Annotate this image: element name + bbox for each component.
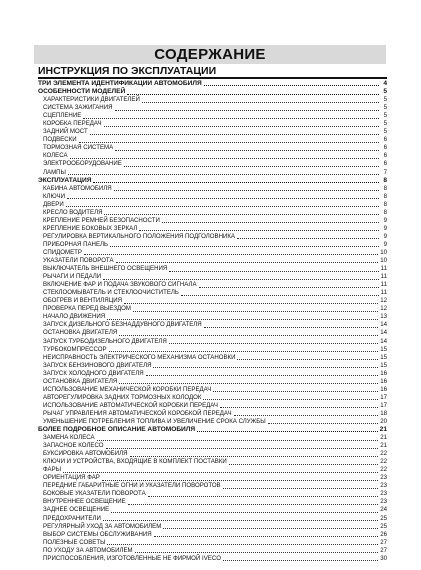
- toc-entry-label: ПРИБОРНАЯ ПАНЕЛЬ: [43, 240, 109, 248]
- toc-entry[interactable]: [38, 96, 387, 104]
- toc-entry-page-number: 11: [380, 273, 387, 281]
- toc-entry-page-number: 5: [383, 96, 387, 104]
- dot-leader: [103, 520, 378, 521]
- toc-entry-page-number: 15: [380, 353, 387, 361]
- toc-entry[interactable]: [38, 362, 387, 370]
- toc-entry-label: СИСТЕМА ЗАЖИГАНИЯ: [43, 104, 113, 112]
- toc-entry-label: ПРЕДОХРАНИТЕЛИ: [43, 514, 101, 522]
- toc-entry-page-number: 9: [383, 216, 387, 224]
- toc-entry[interactable]: [38, 144, 387, 152]
- toc-entry-label: НАЧАЛО ДВИЖЕНИЯ: [43, 313, 106, 321]
- toc-entry-page-number: 16: [380, 377, 387, 385]
- toc-entry[interactable]: [38, 152, 387, 160]
- toc-entry-page-number: 6: [383, 152, 387, 160]
- toc-entry[interactable]: [38, 217, 387, 225]
- toc-entry-label: КЛЮЧИ И УСТРОЙСТВА, ВХОДЯЩИЕ В КОМПЛЕКТ ПОСТАВКИ: [43, 458, 227, 466]
- toc-entry-label: БОЛЕЕ ПОДРОБНОЕ ОПИСАНИЕ АВТОМОБИЛЯ: [38, 426, 196, 434]
- toc-entry[interactable]: [38, 104, 387, 112]
- toc-entry-page-number: 23: [380, 490, 387, 498]
- toc-entry[interactable]: [38, 418, 387, 426]
- toc-entry[interactable]: [38, 185, 387, 193]
- dot-leader: [66, 206, 379, 207]
- toc-entry-page-number: 12: [380, 297, 387, 305]
- toc-entry-page-number: 25: [380, 514, 387, 522]
- toc-entry[interactable]: [38, 482, 387, 490]
- toc-entry-label: ПЕРЕДНИЕ ГАБАРИТНЫЕ ОГНИ И УКАЗАТЕЛИ ПОВОРОТОВ: [43, 482, 221, 490]
- toc-entry[interactable]: [38, 329, 387, 337]
- dot-leader: [119, 335, 378, 336]
- dot-leader: [111, 512, 378, 513]
- toc-entry-label: ТУРБОКОМПРЕССОР: [43, 345, 107, 353]
- toc-entry-page-number: 13: [380, 313, 387, 321]
- toc-entry-page-number: 14: [380, 329, 387, 337]
- dot-leader: [237, 359, 378, 360]
- toc-entry-label: ТРИ ЭЛЕМЕНТА ИДЕНТИФИКАЦИИ АВТОМОБИЛЯ: [38, 80, 202, 87]
- toc-entry-label: ВНУТРЕННЕЕ ОСВЕЩЕНИЕ: [43, 498, 126, 506]
- toc-entry[interactable]: [38, 555, 387, 563]
- dot-leader: [67, 198, 379, 199]
- toc-entry-page-number: 6: [383, 144, 387, 152]
- toc-entry-label: РЫЧАГИ И ПЕДАЛИ: [43, 273, 102, 281]
- toc-section-entry[interactable]: [38, 426, 387, 434]
- toc-entry-label: СЦЕПЛЕНИЕ: [43, 112, 82, 120]
- toc-entry[interactable]: [38, 233, 387, 241]
- toc-entry-page-number: 8: [383, 192, 387, 200]
- dot-leader: [63, 472, 378, 473]
- toc-entry-page-number: 21: [380, 434, 387, 442]
- toc-entry-label: КАБИНА АВТОМОБИЛЯ: [43, 184, 112, 192]
- toc-entry-label: ОСТАНОВКА ДВИГАТЕЛЯ: [43, 329, 118, 337]
- toc-entry[interactable]: [38, 354, 387, 362]
- toc-entry-label: ЗАМЕНА КОЛЕСА: [43, 434, 95, 442]
- dot-leader: [110, 246, 379, 247]
- dot-leader: [237, 238, 379, 239]
- toc-entry-label: УМЕНЬШЕНИЕ ПОТРЕБЛЕНИЯ ТОПЛИВА И УВЕЛИЧЕНИЕ СРОКА СЛУЖБЫ: [43, 417, 266, 425]
- dot-leader: [169, 343, 378, 344]
- toc-entry-page-number: 15: [380, 345, 387, 353]
- toc-entry-page-number: 17: [380, 393, 387, 401]
- dot-leader: [97, 440, 379, 441]
- dot-leader: [223, 488, 379, 489]
- toc-entry-label: ВЫКЛЮЧАТЕЛЬ ВНЕШНЕГО ОСВЕЩЕНИЯ: [43, 265, 168, 273]
- toc-entry[interactable]: [38, 321, 387, 329]
- toc-entry-page-number: 8: [383, 176, 387, 184]
- toc-entry-page-number: 4: [383, 80, 387, 87]
- toc-entry-page-number: 10: [380, 248, 387, 256]
- toc-entry-page-number: 5: [383, 128, 387, 136]
- dot-leader: [109, 351, 379, 352]
- dot-leader: [204, 327, 379, 328]
- toc-entry-page-number: 5: [383, 88, 387, 96]
- toc-entry-label: ОСТАНОВКА ДВИГАТЕЛЯ: [43, 377, 118, 385]
- toc-entry-page-number: 30: [380, 554, 387, 562]
- toc-entry[interactable]: [38, 209, 387, 217]
- dot-leader: [169, 271, 378, 272]
- dot-leader: [90, 134, 379, 135]
- dot-leader: [102, 480, 378, 481]
- toc-entry[interactable]: [38, 346, 387, 354]
- toc-entry-page-number: 18: [380, 409, 387, 417]
- toc-entry[interactable]: [38, 490, 387, 498]
- toc-entry[interactable]: [38, 450, 387, 458]
- toc-entry-label: АВТОРЕГУЛИРОВКА ЗАДНИХ ТОРМОЗНЫХ КОЛОДОК: [43, 393, 202, 401]
- toc-entry-page-number: 23: [380, 474, 387, 482]
- dot-leader: [204, 85, 379, 86]
- toc-entry-label: ПОЛЕЗНЫЕ СОВЕТЫ: [43, 538, 106, 546]
- dot-leader: [124, 166, 379, 167]
- toc-entry[interactable]: [38, 112, 387, 120]
- toc-entry[interactable]: [38, 265, 387, 273]
- toc-entry-label: ХАРАКТЕРИСТИКИ ДВИГАТЕЛЕЙ: [43, 96, 140, 104]
- toc-entry-page-number: 25: [380, 522, 387, 530]
- toc-entry[interactable]: [38, 386, 387, 394]
- dot-leader: [229, 464, 378, 465]
- dot-leader: [203, 399, 378, 400]
- toc-entry-label: КРЕСЛО ВОДИТЕЛЯ: [43, 208, 103, 216]
- toc-entry-page-number: 17: [380, 401, 387, 409]
- toc-entry-label: ЭКСПЛУАТАЦИЯ: [38, 176, 92, 184]
- dot-leader: [133, 311, 378, 312]
- toc-entry[interactable]: [38, 241, 387, 249]
- dot-leader: [119, 383, 378, 384]
- toc-entry[interactable]: [38, 498, 387, 506]
- toc-entry-label: КРЕПЛЕНИЕ БОКОВЫХ ЗЕРКАЛ: [43, 224, 138, 232]
- toc-entry-label: КЛЮЧИ: [43, 192, 65, 200]
- toc-entry-label: ФАРЫ: [43, 466, 62, 474]
- toc-entry[interactable]: [38, 466, 387, 474]
- dot-leader: [93, 182, 379, 183]
- dot-leader: [142, 102, 379, 103]
- toc-entry-label: ДВЕРИ: [43, 200, 64, 208]
- toc-entry-page-number: 22: [380, 450, 387, 458]
- toc-entry-label: ЭЛЕКТРООБОРУДОВАНИЕ: [43, 160, 122, 168]
- toc-entry-page-number: 11: [380, 289, 387, 297]
- toc-entry[interactable]: [38, 547, 387, 555]
- dot-leader: [197, 431, 377, 432]
- toc-entry-page-number: 21: [380, 442, 387, 450]
- toc-entry[interactable]: [38, 160, 387, 168]
- dot-leader: [223, 560, 378, 561]
- toc-entry-page-number: 14: [380, 321, 387, 329]
- toc-entry-page-number: 10: [380, 257, 387, 265]
- toc-entry-label: РЕГУЛЯРНЫЙ УХОД ЗА АВТОМОБИЛЕМ: [43, 522, 162, 530]
- toc-entry-page-number: 27: [380, 546, 387, 554]
- section-divider: [38, 77, 387, 79]
- dot-leader: [124, 303, 378, 304]
- toc-entry-label: ЗАДНИЙ МОСТ: [43, 128, 88, 136]
- toc-entry-page-number: 24: [380, 506, 387, 514]
- toc-entry-label: ЗАПУСК БЕНЗИНОВОГО ДВИГАТЕЛЯ: [43, 361, 152, 369]
- toc-entry-label: ВКЛЮЧЕНИЕ ФАР И ПОДАЧА ЗВУКОВОГО СИГНАЛА: [43, 281, 197, 289]
- dot-leader: [153, 367, 378, 368]
- toc-entry[interactable]: [38, 523, 387, 531]
- dot-leader: [162, 222, 379, 223]
- section-title: ИНСТРУКЦИЯ ПО ЭКСПЛУАТАЦИИ: [38, 65, 217, 77]
- toc-entry[interactable]: [38, 273, 387, 281]
- toc-entry[interactable]: [38, 458, 387, 466]
- toc-entry-page-number: 22: [380, 466, 387, 474]
- toc-entry-label: РЫЧАГ УПРАВЛЕНИЯ АВТОМАТИЧЕСКОЙ КОРОБКОЙ ПЕРЕДАЧ: [43, 409, 232, 417]
- toc-entry-label: ВЫБОР СИСТЕМЫ ОБСЛУЖИВАНИЯ: [43, 530, 152, 538]
- toc-entry[interactable]: [38, 201, 387, 209]
- toc-entry-label: ЗАДНЕЕ ОСВЕЩЕНИЕ: [43, 506, 110, 514]
- toc-entry-page-number: 23: [380, 482, 387, 490]
- toc-entry-label: ПО УХОДУ ЗА АВТОМОБИЛЕМ: [43, 546, 133, 554]
- toc-entry-label: ПРИСПОСОБЛЕНИЯ, ИЗГОТОВЛЕННЫЕ НЕ ФИРМОЙ IVECO: [43, 554, 221, 562]
- dot-leader: [234, 415, 379, 416]
- toc-entry-label: ОРИЕНТАЦИЯ ФАР: [43, 474, 100, 482]
- toc-entry-label: ЗАПАСНОЕ КОЛЕСО: [43, 442, 104, 450]
- toc-entry[interactable]: [38, 515, 387, 523]
- dot-leader: [163, 528, 378, 529]
- dot-leader: [103, 279, 378, 280]
- toc-entry-page-number: 11: [380, 281, 387, 289]
- dot-leader: [213, 391, 378, 392]
- toc-entry-label: КРЕПЛЕНИЕ РЕМНЕЙ БЕЗОПАСНОСТИ: [43, 216, 160, 224]
- toc-entry[interactable]: [38, 128, 387, 136]
- dot-leader: [135, 552, 379, 553]
- page-title-bar: [34, 45, 386, 64]
- toc-entry[interactable]: [38, 506, 387, 514]
- toc-entry[interactable]: [38, 225, 387, 233]
- toc-entry[interactable]: [38, 442, 387, 450]
- dot-leader: [79, 142, 379, 143]
- toc-entry[interactable]: [38, 474, 387, 482]
- toc-entry[interactable]: [38, 305, 387, 313]
- dot-leader: [127, 94, 379, 95]
- toc-entry[interactable]: [38, 394, 387, 402]
- toc-entry-page-number: 16: [380, 385, 387, 393]
- toc-entry[interactable]: [38, 370, 387, 378]
- dot-leader: [148, 496, 379, 497]
- dot-leader: [83, 118, 379, 119]
- toc-entry-label: ЗАПУСК ХОЛОДНОГО ДВИГАТЕЛЯ: [43, 369, 144, 377]
- toc-entry-label: БОКОВЫЕ УКАЗАТЕЛИ ПОВОРОТА: [43, 490, 146, 498]
- dot-leader: [220, 407, 378, 408]
- toc-entry[interactable]: [38, 338, 387, 346]
- toc-entry-page-number: 5: [383, 112, 387, 120]
- dot-leader: [268, 423, 379, 424]
- toc-entry[interactable]: [38, 120, 387, 128]
- toc-entry-label: НЕИСПРАВНОСТЬ ЭЛЕКТРИЧЕСКОГО МЕХАНИЗМА ОСТАНОВКИ: [43, 353, 236, 361]
- dot-leader: [199, 287, 379, 288]
- toc-entry-page-number: 11: [380, 265, 387, 273]
- toc-entry-page-number: 12: [380, 305, 387, 313]
- toc-entry-label: КОЛЕСА: [43, 152, 68, 160]
- toc-entry-label: ИСПОЛЬЗОВАНИЕ МЕХАНИЧЕСКОЙ КОРОБКИ ПЕРЕДАЧ: [43, 385, 212, 393]
- dot-leader: [104, 126, 379, 127]
- dot-leader: [181, 295, 379, 296]
- toc-entry[interactable]: [38, 378, 387, 386]
- toc-entry-page-number: 8: [383, 184, 387, 192]
- toc-entry-label: ОСОБЕННОСТИ МОДЕЛЕЙ: [38, 88, 126, 96]
- toc-entry-page-number: 14: [380, 337, 387, 345]
- toc-entry-label: РЕГУЛИРОВКА ВЕРТИКАЛЬНОГО ПОЛОЖЕНИЯ ПОДГОЛОВНИКА: [43, 232, 235, 240]
- toc-entry-label: ОБОГРЕВ И ВЕНТИЛЯЦИЯ: [43, 297, 122, 305]
- toc-entry-page-number: 9: [383, 240, 387, 248]
- toc-entry-page-number: 5: [383, 104, 387, 112]
- toc-entry[interactable]: [38, 257, 387, 265]
- dot-leader: [115, 150, 379, 151]
- toc-entry[interactable]: [38, 169, 387, 177]
- toc-entry-page-number: 6: [383, 160, 387, 168]
- toc-section-entry[interactable]: [38, 88, 387, 96]
- toc-entry-label: БУКСИРОВКА АВТОМОБИЛЯ: [43, 450, 128, 458]
- toc-entry[interactable]: [38, 402, 387, 410]
- toc-entry-page-number: 8: [383, 208, 387, 216]
- toc-entry[interactable]: [38, 297, 387, 305]
- dot-leader: [107, 319, 378, 320]
- dot-leader: [115, 110, 380, 111]
- toc-entry-page-number: 26: [380, 530, 387, 538]
- table-of-contents: [38, 80, 387, 563]
- toc-entry-page-number: 6: [383, 136, 387, 144]
- toc-section-entry[interactable]: [38, 80, 387, 88]
- dot-leader: [146, 375, 379, 376]
- toc-entry-page-number: 23: [380, 498, 387, 506]
- toc-entry-label: ЗАПУСК ТУРБОДИЗЕЛЬНОГО ДВИГАТЕЛЯ: [43, 337, 167, 345]
- toc-entry-page-number: 27: [380, 538, 387, 546]
- dot-leader: [130, 456, 379, 457]
- toc-entry[interactable]: [38, 281, 387, 289]
- toc-entry-label: УКАЗАТЕЛИ ПОВОРОТА: [43, 257, 114, 265]
- toc-entry[interactable]: [38, 531, 387, 539]
- toc-entry-label: ЛАМПЫ: [43, 168, 66, 176]
- toc-entry[interactable]: [38, 434, 387, 442]
- dot-leader: [107, 544, 378, 545]
- toc-entry-page-number: 20: [380, 417, 387, 425]
- dot-leader: [139, 230, 379, 231]
- toc-entry-page-number: 16: [380, 369, 387, 377]
- toc-entry-label: ПОДВЕСКИ: [43, 136, 77, 144]
- page-title: СОДЕРЖАНИЕ: [154, 46, 266, 63]
- toc-entry-page-number: 9: [383, 232, 387, 240]
- toc-entry[interactable]: [38, 249, 387, 257]
- toc-entry-label: СТЕКЛООМЫВАТЕЛЬ И СТЕКЛООЧИСТИТЕЛЬ: [43, 289, 179, 297]
- toc-entry[interactable]: [38, 313, 387, 321]
- toc-entry[interactable]: [38, 539, 387, 547]
- toc-section-entry[interactable]: [38, 177, 387, 185]
- toc-entry-label: СПИДОМЕТР: [43, 248, 82, 256]
- dot-leader: [114, 190, 379, 191]
- toc-entry-page-number: 22: [380, 458, 387, 466]
- dot-leader: [70, 158, 379, 159]
- toc-entry[interactable]: [38, 136, 387, 144]
- toc-entry[interactable]: [38, 289, 387, 297]
- dot-leader: [104, 214, 379, 215]
- dot-leader: [128, 504, 379, 505]
- toc-entry-label: ИСПОЛЬЗОВАНИЕ АВТОМАТИЧЕСКОЙ КОРОБКИ ПЕРЕДАЧ: [43, 401, 218, 409]
- dot-leader: [84, 254, 378, 255]
- toc-entry-label: ТОРМОЗНАЯ СИСТЕМА: [43, 144, 114, 152]
- toc-entry-page-number: 21: [379, 426, 387, 434]
- toc-entry-page-number: 8: [383, 200, 387, 208]
- toc-entry-label: ЗАПУСК ДИЗЕЛЬНОГО БЕЗНАДДУВНОГО ДВИГАТЕЛЯ: [43, 321, 202, 329]
- toc-entry-label: КОРОБКА ПЕРЕДАЧ: [43, 120, 102, 128]
- toc-entry[interactable]: [38, 410, 387, 418]
- toc-entry-page-number: 15: [380, 361, 387, 369]
- dot-leader: [68, 174, 379, 175]
- dot-leader: [116, 262, 379, 263]
- toc-entry[interactable]: [38, 193, 387, 201]
- dot-leader: [106, 448, 379, 449]
- toc-entry-page-number: 5: [383, 120, 387, 128]
- toc-entry-page-number: 9: [383, 224, 387, 232]
- toc-entry-page-number: 7: [383, 168, 387, 176]
- toc-entry-label: ПРОВЕРКА ПЕРЕД ВЫЕЗДОМ: [43, 305, 131, 313]
- dot-leader: [154, 536, 379, 537]
